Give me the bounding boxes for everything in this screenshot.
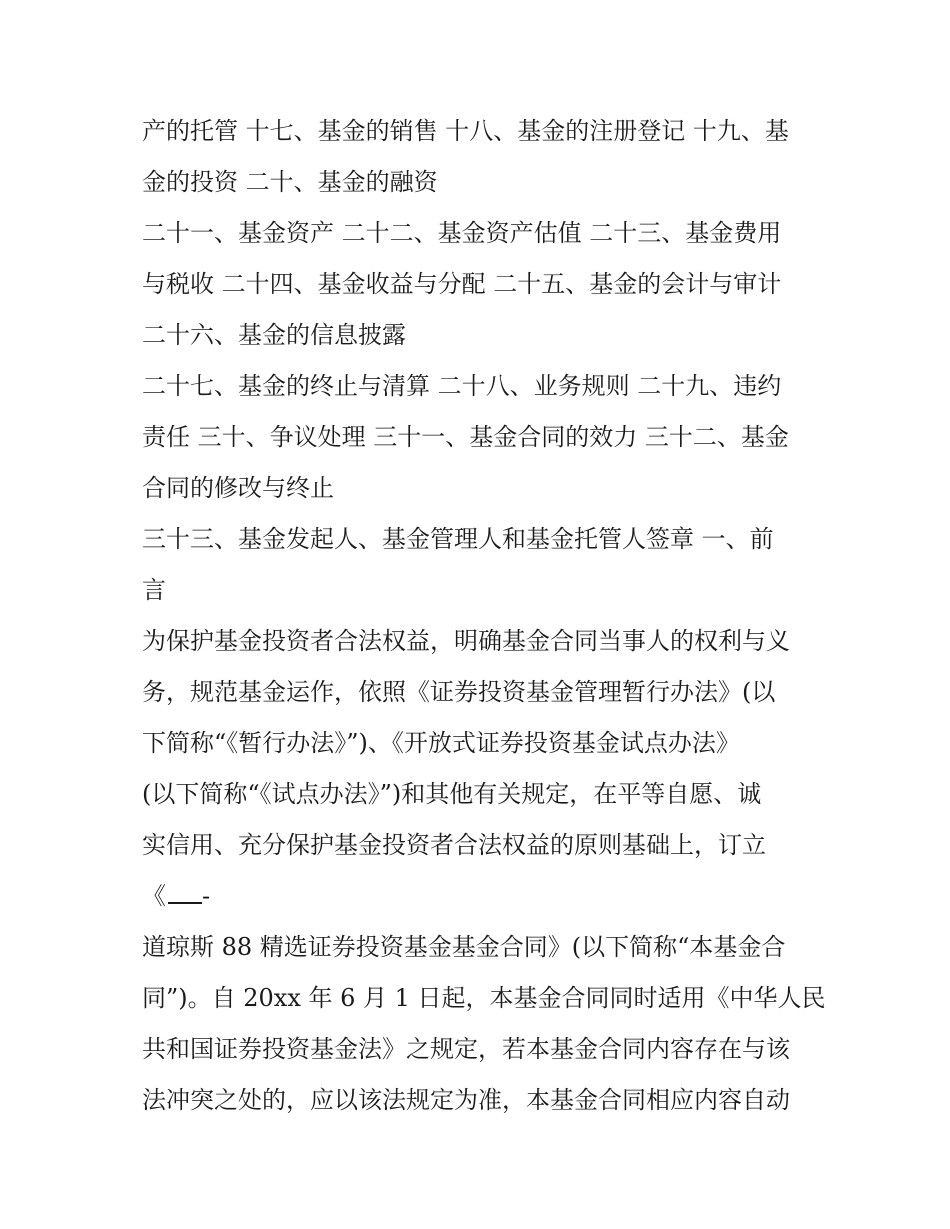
text-line: 道琼斯 88 精选证券投资基金基金合同》(以下简称“本基金合 bbox=[142, 933, 786, 961]
text-line: 产的托管 十七、基金的销售 十八、基金的注册登记 十九、基 bbox=[142, 117, 789, 145]
document-body bbox=[142, 106, 826, 1126]
text-line: (以下简称“《试点办法》”)和其他有关规定，在平等自愿、诚 bbox=[142, 780, 762, 808]
text-line: 与税收 二十四、基金收益与分配 二十五、基金的会计与审计 bbox=[142, 270, 782, 298]
text-line: 实信用、充分保护基金投资者合法权益的原则基础上，订立 bbox=[142, 831, 766, 859]
text-line: 三十三、基金发起人、基金管理人和基金托管人签章 一、前 bbox=[142, 525, 774, 553]
text-line: 为保护基金投资者合法权益，明确基金合同当事人的权利与义 bbox=[142, 627, 790, 655]
text-line: 二十一、基金资产 二十二、基金资产估值 二十三、基金费用 bbox=[142, 219, 782, 247]
text-line: 责任 三十、争议处理 三十一、基金合同的效力 三十二、基金 bbox=[142, 423, 789, 451]
text-line: 共和国证券投资基金法》之规定，若本基金合同内容存在与该 bbox=[142, 1035, 790, 1063]
text-line: 同”)。自 20xx 年 6 月 1 日起，本基金合同同时适用《中华人民 bbox=[142, 984, 826, 1012]
text-line: 二十六、基金的信息披露 bbox=[142, 321, 406, 349]
text-line: 合同的修改与终止 bbox=[142, 474, 334, 502]
text-line: 下简称“《暂行办法》”)、《开放式证券投资基金试点办法》 bbox=[142, 729, 740, 757]
text-line: 言 bbox=[142, 576, 166, 604]
text-line: 法冲突之处的，应以该法规定为准，本基金合同相应内容自动 bbox=[142, 1086, 790, 1114]
contract-name-blank-line bbox=[142, 871, 822, 922]
open-bracket: 《 bbox=[142, 882, 166, 910]
fill-in-blank bbox=[168, 882, 202, 904]
text-line: 二十七、基金的终止与清算 二十八、业务规则 二十九、违约 bbox=[142, 372, 782, 400]
dash: - bbox=[202, 882, 211, 910]
text-line: 务，规范基金运作，依照《证券投资基金管理暂行办法》(以 bbox=[142, 678, 776, 706]
text-line: 金的投资 二十、基金的融资 bbox=[142, 168, 438, 196]
